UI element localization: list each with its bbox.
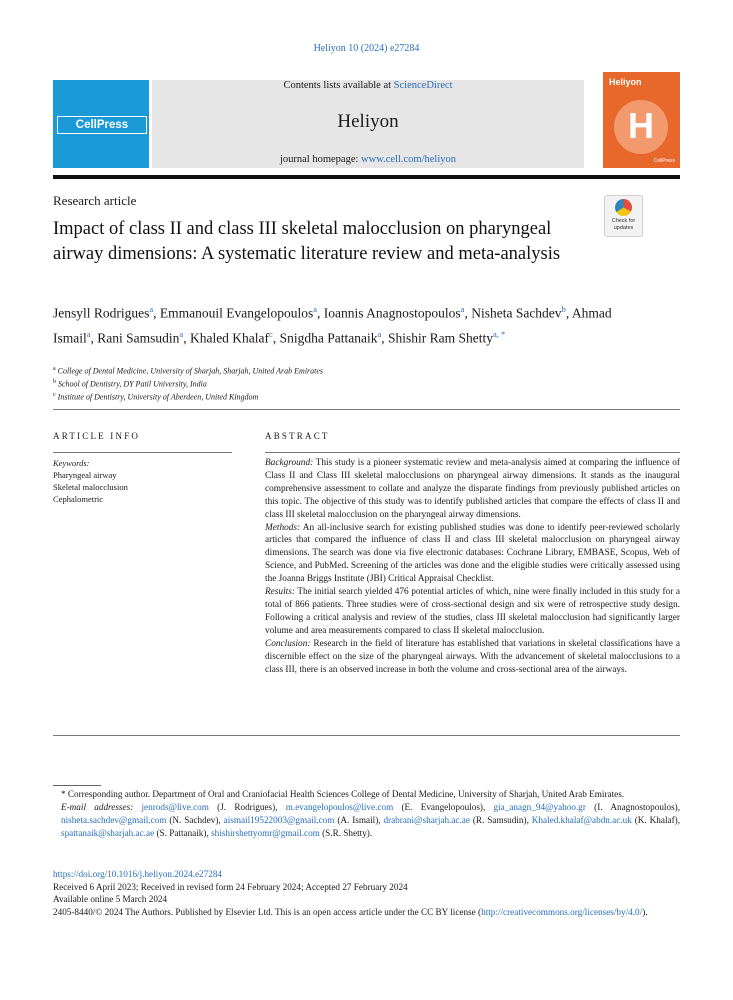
keyword-item[interactable]: Skeletal malocclusion: [53, 482, 128, 492]
check-updates-icon: [615, 199, 632, 216]
email-link[interactable]: nisheta.sachdev@gmail.com: [61, 815, 167, 825]
author-affiliation-marker[interactable]: a: [377, 328, 382, 339]
divider: [53, 409, 680, 410]
email-link[interactable]: jenrods@live.com: [141, 802, 209, 812]
divider: [53, 735, 680, 736]
author-list: Jensyll Rodrigues$^a$, Emmanouil Evangelopoulos$^a$, Ioannis Anagnostopoulos$^a$, Nisheta Sachdev$^b$, Ahmad Ismail$^a$, Rani Samsudin$^a$, Khaled Khalaf$^c$, Snigdha Pattanaik$^a$, Shishir Ram Shetty$^{a, *}$: [53, 304, 612, 345]
cover-letter: H: [628, 105, 654, 146]
author-affiliation-marker[interactable]: a, *: [493, 328, 506, 339]
author-affiliation-marker[interactable]: b: [561, 304, 566, 314]
doi-link[interactable]: https://doi.org/10.1016/j.heliyon.2024.e27284: [53, 869, 223, 879]
author-name[interactable]: Shishir Ram Shetty: [387, 330, 493, 345]
email-link[interactable]: aismail19522003@gmail.com: [223, 815, 335, 825]
cellpress-logo-text: CellPress: [57, 116, 147, 134]
email-link[interactable]: m.evangelopoulos@live.com: [285, 802, 394, 812]
author-name[interactable]: Rani Samsudin: [97, 330, 180, 345]
homepage-line: journal homepage: www.cell.com/heliyon: [279, 154, 457, 165]
author-affiliation-marker[interactable]: a: [179, 328, 184, 339]
abstract-heading: ABSTRACT: [265, 431, 330, 441]
author-name[interactable]: Nisheta Sachdev: [471, 305, 562, 321]
header-divider: [53, 175, 680, 179]
author-name[interactable]: Snigdha Pattanaik: [279, 330, 378, 345]
author-affiliation-marker[interactable]: a: [313, 304, 318, 314]
email-link[interactable]: spattanaik@sharjah.ac.ae: [61, 828, 155, 838]
affiliation-item: $^b$ School of Dentistry, DY Patil University, India: [53, 379, 207, 389]
email-link[interactable]: shishirshettyomr@gmail.com: [211, 828, 320, 838]
homepage-link[interactable]: www.cell.com/heliyon: [361, 154, 457, 165]
abstract-results: Results: The initial search yielded 476 potential articles of which, nine were finally included in this study for a total of 866 patients. Three studies were of cross-sectional design and six were of retrospective study design. Following a critical analysis and review of the studies, class III skeletal malocclusion had significantly larger volume and area measurements compared to class II skeletal malocclusion.: [265, 587, 680, 636]
sciencedirect-link[interactable]: ScienceDirect: [393, 80, 453, 91]
license-link[interactable]: http://creativecommons.org/licenses/by/4.0/: [481, 906, 643, 917]
corresponding-author-note: * Corresponding author. Department of Oral and Craniofacial Health Sciences College of Dental Medicine, University of Sharjah, United Arab Emirates.: [61, 789, 625, 799]
author-affiliation-marker[interactable]: a: [460, 304, 465, 314]
article-info-heading: ARTICLE INFO: [53, 431, 141, 441]
keyword-item[interactable]: Pharyngeal airway: [53, 470, 117, 480]
footnotes: [53, 788, 680, 840]
check-updates-label: Check for updates: [611, 218, 636, 231]
article-type: Research article: [53, 193, 137, 208]
journal-citation[interactable]: [0, 43, 733, 54]
footnote-divider: [53, 785, 101, 786]
keywords-block: [53, 457, 233, 505]
license-note: 2405-8440/© 2024 The Authors. Published by Elsevier Ltd. This is an open access article under the CC BY license (http://creativecommons.org/licenses/by/4.0/).: [53, 906, 648, 917]
author-affiliation-marker[interactable]: c: [269, 328, 273, 339]
journal-name: Heliyon: [337, 111, 399, 132]
author-affiliation-marker[interactable]: a: [149, 304, 154, 314]
journal-cover-image: [603, 72, 680, 168]
affiliation-item: $^c$ Institute of Dentistry, University of Aberdeen, United Kingdom: [53, 392, 259, 402]
author-name[interactable]: Jensyll Rodrigues: [53, 305, 150, 321]
received-dates: Received 6 April 2023; Received in revised form 24 February 2024; Accepted 27 February 2024: [53, 881, 408, 892]
affiliation-item: $^a$ College of Dental Medicine, University of Sharjah, Sharjah, United Arab Emirates: [53, 366, 324, 376]
publication-info: [53, 868, 680, 918]
author-name[interactable]: Khaled Khalaf: [189, 330, 270, 345]
email-link[interactable]: gia_anagn_94@yahoo.gr: [493, 802, 586, 812]
affiliation-list: [53, 364, 673, 403]
cover-publisher: CellPress: [653, 158, 675, 164]
email-link[interactable]: Khaled.khalaf@abdn.ac.uk: [531, 815, 632, 825]
divider: [53, 452, 232, 453]
cellpress-logo: [53, 80, 149, 168]
email-addresses: E-mail addresses: jenrods@live.com (J. Rodrigues), m.evangelopoulos@live.com (E. Evangelopoulos), gia_anagn_94@yahoo.gr (I. Anagnostopoulos), nisheta.sachdev@gmail.com (N. Sachdev), aismail19522003@gmail.com (A. Ismail), drabrani@sharjah.ac.ae (R. Samsudin), Khaled.khalaf@abdn.ac.uk (K. Khalaf), spattanaik@sharjah.ac.ae (S. Pattanaik), shishirshettyomr@gmail.com (S.R. Shetty).: [61, 802, 681, 838]
abstract-background: Background: This study is a pioneer systematic review and meta-analysis aimed at comparing the influence of Class II and Class III skeletal malocclusions on pharyngeal airway dimensions. It stands as the inaugural comprehensive assessment to collate and analyze the disparate findings from previously published articles on this topic. The objective of this study was to identify published articles that compare the effects of class II and class III skeletal malocclusion on the pharyngeal airway dimensions.: [265, 458, 680, 520]
available-online: Available online 5 March 2024: [53, 894, 168, 904]
divider: [265, 452, 680, 453]
author-name[interactable]: Ahmad Ismail: [53, 305, 612, 345]
keywords-label: Keywords:: [53, 458, 90, 468]
contents-line: Contents lists available at ScienceDirect: [283, 80, 453, 91]
email-link[interactable]: drabrani@sharjah.ac.ae: [383, 815, 470, 825]
cover-title: Heliyon: [609, 77, 642, 87]
citation-link[interactable]: Heliyon 10 (2024) e27284: [313, 43, 420, 54]
author-name[interactable]: Ioannis Anagnostopoulos: [323, 305, 461, 321]
check-for-updates-button[interactable]: [604, 195, 643, 237]
author-affiliation-marker[interactable]: a: [86, 328, 91, 339]
keyword-item[interactable]: Cephalometric: [53, 494, 104, 504]
abstract-methods: Methods: An all-inclusive search for existing published studies was done to identify peer-reviewed scholarly articles that compared the influence of class II and class III skeletal malocclusion on pharyngeal airway dimensions. The search was done via five electronic databases: Cochrane Library, EMBASE, Scopus, Web of Science, and PubMed. Screening of the articles was done and the eligible studies were critically assessed using the Joanna Briggs Institute (JBI) Critical Appraisal Checklist.: [265, 522, 680, 585]
abstract-body: [265, 457, 680, 676]
abstract-conclusion: Conclusion: Research in the field of literature has established that variations in skeletal classifications have a discernible effect on the size of the pharyngeal airways. With the advancement of skeletal malocclusions to a class III, there is an observed increase in both the volume and cross-sectional area of the airways.: [265, 638, 680, 675]
author-name[interactable]: Emmanouil Evangelopoulos: [159, 305, 314, 321]
article-title: Impact of class II and class III skeletal malocclusion on pharyngeal airway dimensions: A systematic literature review and meta-analysis: [53, 219, 561, 264]
